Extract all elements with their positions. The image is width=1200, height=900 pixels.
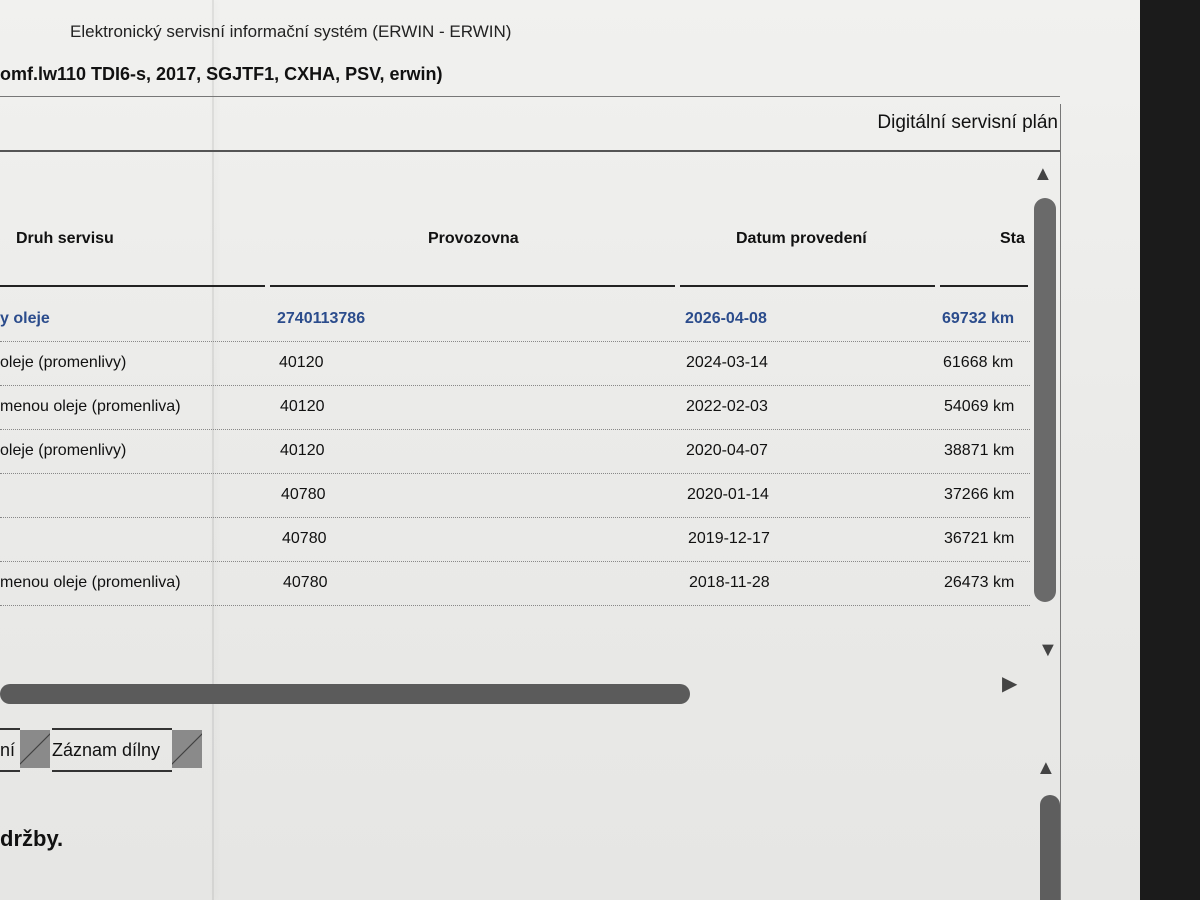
column-header-date[interactable]: Datum provedení xyxy=(736,230,867,247)
tab-workshop-record[interactable] xyxy=(52,728,172,772)
scroll-up-icon[interactable]: ▲ xyxy=(1033,163,1053,185)
system-title: Elektronický servisní informační systém (ERWIN - ERWIN) xyxy=(70,22,512,41)
cell-km: 37266 km xyxy=(944,486,1015,503)
column-header-type[interactable]: Druh servisu xyxy=(16,230,114,247)
cell-type: menou oleje (promenliva) xyxy=(0,398,181,415)
cell-type: menou oleje (promenliva) xyxy=(0,574,181,591)
cell-date: 2019-12-17 xyxy=(688,530,770,547)
scroll-right-icon[interactable]: ▶ xyxy=(1002,673,1018,695)
cell-km: 36721 km xyxy=(944,530,1015,547)
table-top-line xyxy=(0,150,1060,152)
header-rule-type xyxy=(0,285,265,287)
cell-date: 2026-04-08 xyxy=(685,310,767,327)
scroll-down-icon[interactable]: ▼ xyxy=(1038,639,1058,661)
cell-workshop: 40780 xyxy=(282,530,327,547)
tab-previous[interactable] xyxy=(0,728,20,772)
row-divider xyxy=(0,605,1030,606)
cell-km: 61668 km xyxy=(943,354,1014,371)
cell-workshop: 40120 xyxy=(280,398,325,415)
frame-top-line xyxy=(0,96,1060,97)
tab-corner-icon xyxy=(172,730,202,768)
cell-date: 2020-04-07 xyxy=(686,442,768,459)
column-header-workshop[interactable]: Provozovna xyxy=(428,230,519,247)
vertical-scrollbar-lower[interactable] xyxy=(1040,795,1060,900)
cell-workshop: 2740113786 xyxy=(277,310,366,327)
table-row[interactable] xyxy=(0,474,1030,518)
column-header-status[interactable]: Sta xyxy=(1000,230,1025,247)
frame-right-line xyxy=(1060,104,1061,900)
horizontal-scrollbar[interactable] xyxy=(0,684,690,704)
cell-workshop: 40780 xyxy=(281,486,326,503)
table-row[interactable] xyxy=(0,430,1030,474)
table-row[interactable] xyxy=(0,298,1030,342)
header-rule-workshop xyxy=(270,285,675,287)
scroll-up-icon[interactable]: ▲ xyxy=(1036,757,1056,779)
header-rule-date xyxy=(680,285,935,287)
cell-km: 69732 km xyxy=(942,310,1015,327)
plan-title: Digitální servisní plán xyxy=(877,112,1058,133)
footer-text: držby. xyxy=(0,826,64,851)
vehicle-info: omf.lw110 TDI6-s, 2017, SGJTF1, CXHA, PSV, erwin) xyxy=(0,64,443,84)
tab-corner-icon xyxy=(20,730,50,768)
cell-km: 54069 km xyxy=(944,398,1015,415)
cell-date: 2020-01-14 xyxy=(687,486,769,503)
table-row[interactable] xyxy=(0,386,1030,430)
tab-workshop-record-label: Záznam dílny xyxy=(52,740,161,760)
cell-workshop: 40780 xyxy=(283,574,328,591)
table-row[interactable] xyxy=(0,342,1030,386)
tab-previous-label: ní xyxy=(0,740,16,760)
cell-date: 2024-03-14 xyxy=(686,354,768,371)
cell-workshop: 40120 xyxy=(280,442,325,459)
cell-type: y oleje xyxy=(0,310,50,327)
cell-type: oleje (promenlivy) xyxy=(0,442,127,459)
cell-km: 38871 km xyxy=(944,442,1015,459)
table-row[interactable] xyxy=(0,518,1030,562)
table-row[interactable] xyxy=(0,562,1030,606)
cell-km: 26473 km xyxy=(944,574,1015,591)
cell-date: 2018-11-28 xyxy=(689,574,770,591)
vertical-scrollbar[interactable] xyxy=(1034,198,1056,602)
header-rule-status xyxy=(940,285,1028,287)
cell-type: oleje (promenlivy) xyxy=(0,354,127,371)
cell-workshop: 40120 xyxy=(279,354,324,371)
cell-date: 2022-02-03 xyxy=(686,398,768,415)
